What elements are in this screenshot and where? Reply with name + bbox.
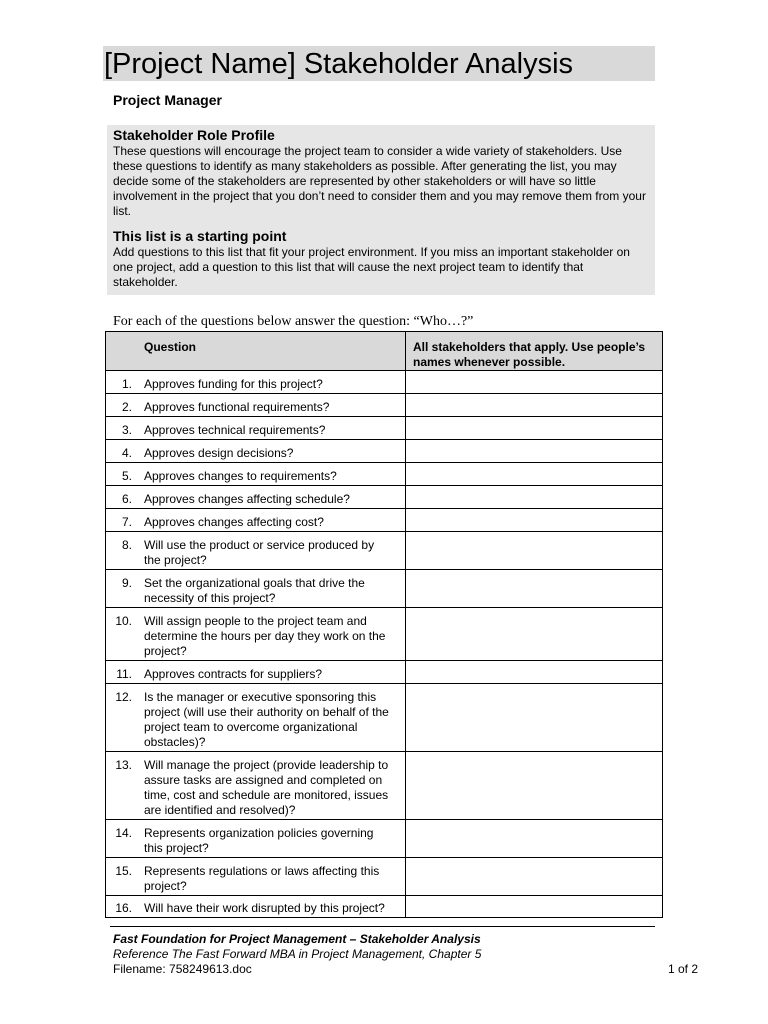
instruction-text: For each of the questions below answer the question: “Who…?”	[113, 314, 474, 329]
stakeholder-question-table	[105, 331, 663, 918]
question-number: 4.	[121, 446, 132, 460]
stakeholder-answer-cell[interactable]	[406, 394, 663, 417]
question-text: Will manage the project (provide leadership to assure tasks are assigned and completed on time, cost and schedule are monitored, issues are identified and resolved)?	[144, 758, 389, 817]
question-text: Will have their work disrupted by this project?	[144, 901, 385, 915]
question-number: 14.	[115, 826, 132, 840]
question-number: 11.	[116, 667, 132, 681]
question-text: Approves changes to requirements?	[144, 469, 337, 483]
question-text: Represents organization policies governing this project?	[144, 826, 374, 855]
question-number: 10.	[115, 614, 132, 628]
question-number: 2.	[121, 400, 132, 414]
table-row	[106, 463, 663, 486]
table-row	[106, 661, 663, 684]
column-header-question: Question	[106, 332, 406, 371]
question-text: Approves design decisions?	[144, 446, 294, 460]
table-row	[106, 417, 663, 440]
question-number: 9.	[121, 576, 132, 590]
stakeholder-answer-cell[interactable]	[406, 820, 663, 858]
question-text: Approves functional requirements?	[144, 400, 330, 414]
stakeholder-answer-cell[interactable]	[406, 858, 663, 896]
question-number: 6.	[121, 492, 132, 506]
stakeholder-role-profile-box	[107, 125, 655, 295]
stakeholder-answer-cell[interactable]	[406, 608, 663, 661]
question-number: 12.	[115, 690, 132, 704]
profile-text: These questions will encourage the project team to consider a wide variety of stakeholders. Use these questions to identify as many stakeholders as possible. After generating the list, you may decide some of the stakeholders are represented by other stakeholders or will have so little involvement in the project that you don’t need to consider them and you may remove them from your list.	[113, 144, 646, 218]
starting-point-text: Add questions to this list that fit your project environment. If you miss an important stakeholder on one project, add a question to this list that will cause the next project team to identify that stakeholder.	[113, 245, 630, 289]
question-text: Represents regulations or laws affecting this project?	[144, 864, 380, 893]
table-row	[106, 820, 663, 858]
stakeholder-answer-cell[interactable]	[406, 684, 663, 752]
question-number: 1.	[121, 377, 132, 391]
project-manager-label: Project Manager	[113, 92, 222, 108]
table-row	[106, 684, 663, 752]
table-row	[106, 371, 663, 394]
table-row	[106, 570, 663, 608]
table-row	[106, 896, 663, 918]
table-row	[106, 486, 663, 509]
question-number: 16.	[115, 901, 132, 915]
table-row	[106, 532, 663, 570]
page-footer	[113, 932, 481, 977]
stakeholder-answer-cell[interactable]	[406, 570, 663, 608]
table-row	[106, 858, 663, 896]
question-text: Will assign people to the project team and determine the hours per day they work on the project?	[144, 614, 386, 658]
question-number: 8.	[121, 538, 132, 552]
table-row	[106, 440, 663, 463]
table-row	[106, 752, 663, 820]
question-number: 5.	[121, 469, 132, 483]
question-number: 15.	[115, 864, 132, 878]
profile-heading: Stakeholder Role Profile	[113, 127, 275, 143]
question-number: 3.	[121, 423, 132, 437]
question-text: Approves changes affecting cost?	[144, 515, 324, 529]
question-text: Is the manager or executive sponsoring this project (will use their authority on behalf of the project team to overcome organizational obstacles)?	[144, 690, 389, 749]
column-header-stakeholders: All stakeholders that apply. Use people’s names whenever possible.	[406, 332, 663, 371]
question-number: 7.	[121, 515, 132, 529]
starting-point-heading: This list is a starting point	[113, 228, 287, 244]
stakeholder-answer-cell[interactable]	[406, 417, 663, 440]
stakeholder-answer-cell[interactable]	[406, 440, 663, 463]
question-text: Approves funding for this project?	[144, 377, 323, 391]
table-row	[106, 509, 663, 532]
question-text: Will use the product or service produced by the project?	[144, 538, 375, 567]
stakeholder-answer-cell[interactable]	[406, 463, 663, 486]
stakeholder-answer-cell[interactable]	[406, 661, 663, 684]
question-text: Approves contracts for suppliers?	[144, 667, 323, 681]
question-number: 13.	[115, 758, 132, 772]
stakeholder-answer-cell[interactable]	[406, 896, 663, 918]
stakeholder-answer-cell[interactable]	[406, 509, 663, 532]
table-row	[106, 394, 663, 417]
footer-divider	[110, 926, 655, 927]
stakeholder-answer-cell[interactable]	[406, 371, 663, 394]
footer-filename: Filename: 758249613.doc	[113, 962, 252, 976]
stakeholder-answer-cell[interactable]	[406, 752, 663, 820]
question-text: Approves changes affecting schedule?	[144, 492, 350, 506]
page-title: [Project Name] Stakeholder Analysis	[104, 48, 574, 80]
stakeholder-answer-cell[interactable]	[406, 486, 663, 509]
question-text: Set the organizational goals that drive the necessity of this project?	[144, 576, 365, 605]
footer-course-title: Fast Foundation for Project Management – Stakeholder Analysis	[113, 932, 481, 946]
stakeholder-answer-cell[interactable]	[406, 532, 663, 570]
footer-reference: Reference The Fast Forward MBA in Project Management, Chapter 5	[113, 947, 482, 961]
table-row	[106, 608, 663, 661]
table-header-row	[106, 332, 663, 371]
page-number: 1 of 2	[668, 962, 699, 976]
question-text: Approves technical requirements?	[144, 423, 326, 437]
